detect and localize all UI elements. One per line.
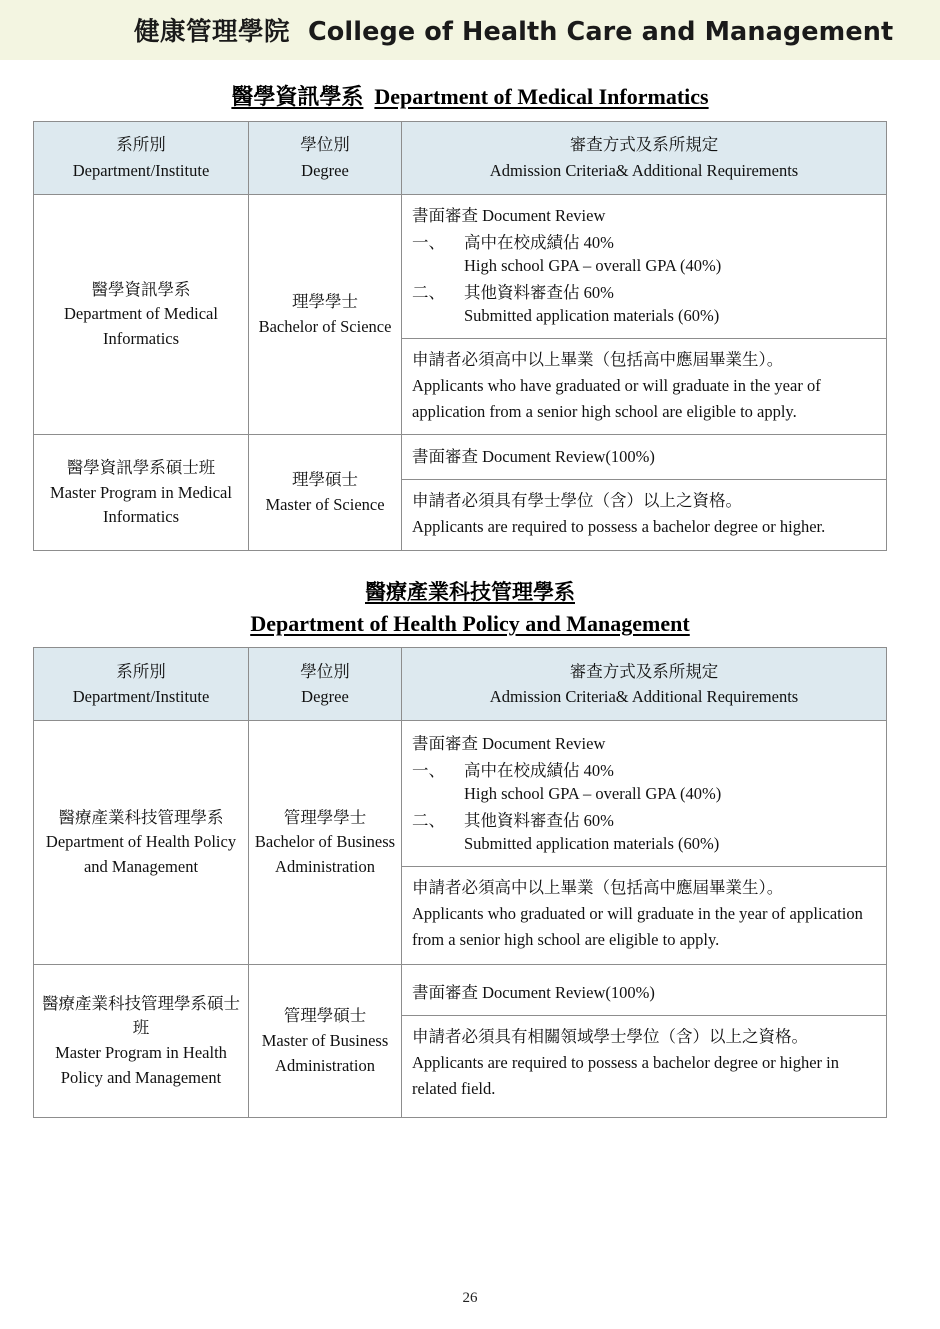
column-header-criteria-zh: 審查方式及系所規定: [569, 135, 719, 155]
criteria-item-en: Submitted application materials (60%): [464, 306, 720, 326]
eligibility-note-en: Applicants are required to possess a bachelor degree or higher in related field.: [412, 1052, 840, 1098]
table-header-row: [34, 648, 887, 721]
criteria-item-en: High school GPA – overall GPA (40%): [464, 784, 722, 804]
banner-title: [134, 12, 893, 48]
eligibility-note-zh: 申請者必須高中以上畢業（包括高中應屆畢業生）。: [412, 878, 784, 898]
criteria-item-number: 一、: [412, 761, 445, 781]
degree-name-en: Bachelor of Business Administration: [254, 832, 396, 877]
degree-name-en: Master of Business Administration: [261, 1030, 389, 1075]
criteria-item-zh: 高中在校成績佔 40%: [464, 761, 614, 781]
cell-department: [34, 435, 249, 551]
column-header-criteria-en: Admission Criteria& Additional Requirements: [489, 161, 799, 181]
department-name-zh: 醫學資訊學系: [91, 279, 191, 299]
criteria-item-zh: 高中在校成績佔 40%: [464, 233, 614, 253]
section-2-heading-zh: 醫療產業科技管理學系: [365, 580, 575, 605]
column-header-degree: [249, 648, 402, 721]
review-method-heading: 書面審查 Document Review(100%): [412, 982, 655, 1002]
cell-criteria: [402, 195, 887, 435]
cell-degree: [249, 721, 402, 965]
column-header-degree: [249, 122, 402, 195]
table-header-row: [34, 122, 887, 195]
degree-name-zh: 理學碩士: [292, 470, 358, 490]
column-header-department: [34, 648, 249, 721]
criteria-block: [402, 972, 886, 1015]
criteria-item-en: Submitted application materials (60%): [464, 834, 720, 854]
department-name-zh: 醫學資訊學系碩士班: [66, 457, 216, 477]
degree-name-en: Bachelor of Science: [258, 316, 392, 336]
column-header-department-en: Department/Institute: [72, 687, 210, 707]
section-1-heading-en: Department of Medical Informatics: [374, 84, 709, 109]
column-header-degree-en: Degree: [301, 161, 349, 181]
banner-title-zh: 健康管理學院: [134, 17, 291, 47]
cell-criteria: [402, 435, 887, 551]
column-header-criteria: [402, 122, 887, 195]
column-header-criteria: [402, 648, 887, 721]
page-number: 26: [462, 1290, 478, 1306]
table-row: [34, 965, 887, 1118]
department-name-en: Master Program in Medical Informatics: [50, 482, 232, 527]
eligibility-block: [402, 479, 886, 549]
degree-name-zh: 管理學學士: [283, 807, 367, 827]
section-1-heading-zh: 醫學資訊學系: [231, 84, 364, 109]
cell-department: [34, 195, 249, 435]
degree-name-en: Master of Science: [265, 494, 385, 514]
cell-department: [34, 965, 249, 1118]
eligibility-note-zh: 申請者必須具有相關領域學士學位（含）以上之資格。: [412, 1026, 808, 1046]
page-banner: [0, 0, 940, 60]
criteria-item-zh: 其他資料審查佔 60%: [464, 283, 614, 303]
eligibility-block: [402, 866, 886, 962]
section-2-heading: [0, 579, 940, 638]
criteria-item: [412, 807, 876, 831]
criteria-item-number: 二、: [412, 283, 445, 303]
review-method-heading: 書面審查 Document Review: [412, 733, 606, 753]
column-header-department: [34, 122, 249, 195]
review-method-heading: 書面審查 Document Review(100%): [412, 447, 655, 467]
admissions-table-medical-informatics: [33, 121, 887, 551]
eligibility-note-en: Applicants who have graduated or will graduate in the year of application from a senior high school are eligible to apply.: [412, 376, 821, 422]
eligibility-note-en: Applicants who graduated or will graduate in the year of application from a senior high school are eligible to apply.: [412, 904, 863, 950]
section-1-table-wrap: [0, 121, 940, 551]
table-row: [34, 435, 887, 551]
column-header-criteria-zh: 審查方式及系所規定: [569, 661, 719, 681]
section-2-table-wrap: [0, 647, 940, 1118]
cell-department: [34, 721, 249, 965]
criteria-item-zh: 其他資料審查佔 60%: [464, 811, 614, 831]
column-header-department-en: Department/Institute: [72, 161, 210, 181]
degree-name-zh: 理學學士: [292, 291, 358, 311]
department-name-zh: 醫療產業科技管理學系碩士班: [42, 993, 240, 1038]
department-name-en: Master Program in Health Policy and Management: [55, 1043, 227, 1087]
cell-degree: [249, 195, 402, 435]
table-row: [34, 721, 887, 965]
cell-criteria: [402, 721, 887, 965]
column-header-degree-zh: 學位別: [300, 661, 350, 681]
criteria-item-number: 二、: [412, 811, 445, 831]
department-name-en: Department of Medical Informatics: [64, 304, 218, 349]
banner-title-en: College of Health Care and Management: [307, 17, 894, 47]
eligibility-block: [402, 338, 886, 434]
criteria-item: [412, 279, 876, 303]
admissions-table-health-policy: [33, 647, 887, 1118]
section-2-heading-en: Department of Health Policy and Management: [250, 611, 690, 637]
eligibility-note-zh: 申請者必須高中以上畢業（包括高中應屆畢業生）。: [412, 350, 784, 370]
criteria-item-en: High school GPA – overall GPA (40%): [464, 256, 722, 276]
column-header-degree-en: Degree: [301, 687, 349, 707]
eligibility-note-en: Applicants are required to possess a bachelor degree or higher.: [412, 517, 826, 537]
degree-name-zh: 管理學碩士: [283, 1006, 367, 1026]
criteria-item: [412, 229, 876, 253]
eligibility-block: [402, 1015, 886, 1111]
criteria-block: [402, 195, 886, 338]
section-1-heading: [0, 82, 940, 111]
eligibility-note-zh: 申請者必須具有學士學位（含）以上之資格。: [412, 491, 742, 511]
cell-criteria: [402, 965, 887, 1118]
column-header-department-zh: 系所別: [116, 135, 166, 155]
column-header-criteria-en: Admission Criteria& Additional Requirements: [489, 687, 799, 707]
criteria-item-number: 一、: [412, 233, 445, 253]
criteria-block: [402, 723, 886, 866]
criteria-block: [402, 436, 886, 479]
department-name-zh: 醫療產業科技管理學系: [58, 807, 224, 827]
department-name-en: Department of Health Policy and Management: [45, 832, 237, 877]
criteria-item: [412, 757, 876, 781]
column-header-department-zh: 系所別: [116, 661, 166, 681]
table-row: [34, 195, 887, 435]
review-method-heading: 書面審查 Document Review: [412, 206, 606, 226]
column-header-degree-zh: 學位別: [300, 135, 350, 155]
cell-degree: [249, 435, 402, 551]
cell-degree: [249, 965, 402, 1118]
